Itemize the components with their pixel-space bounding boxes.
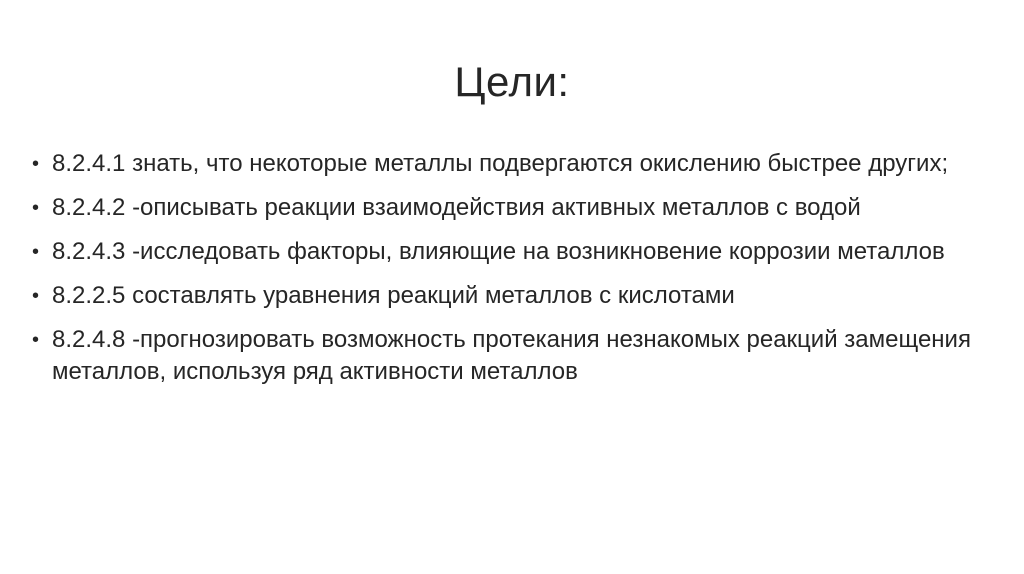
objectives-list [32, 148, 972, 400]
bullet-icon: • [32, 197, 40, 219]
list-item-objective-5 [32, 324, 972, 388]
bullet-icon: • [32, 329, 40, 351]
objective-text: 8.2.4.2 -описывать реакции взаимодействия активных металлов с водой [52, 194, 861, 221]
bullet-icon: • [32, 285, 40, 307]
bullet-icon: • [32, 153, 40, 175]
objective-text: 8.2.4.3 -исследовать факторы, влияющие на возникновение коррозии металлов [52, 238, 945, 265]
list-item-objective-1 [32, 148, 972, 180]
objective-text: 8.2.4.8 -прогнозировать возможность протекания незнакомых реакций замещения металлов, используя ряд активности металлов [52, 326, 971, 385]
objective-text: 8.2.4.1 знать, что некоторые металлы подвергаются окислению быстрее других; [52, 150, 949, 177]
list-item-objective-3 [32, 236, 972, 268]
bullet-icon: • [32, 241, 40, 263]
slide-title: Цели: [454, 58, 570, 105]
list-item-objective-2 [32, 192, 972, 224]
list-item-objective-4 [32, 280, 972, 312]
objective-text: 8.2.2.5 составлять уравнения реакций металлов с кислотами [52, 282, 735, 309]
